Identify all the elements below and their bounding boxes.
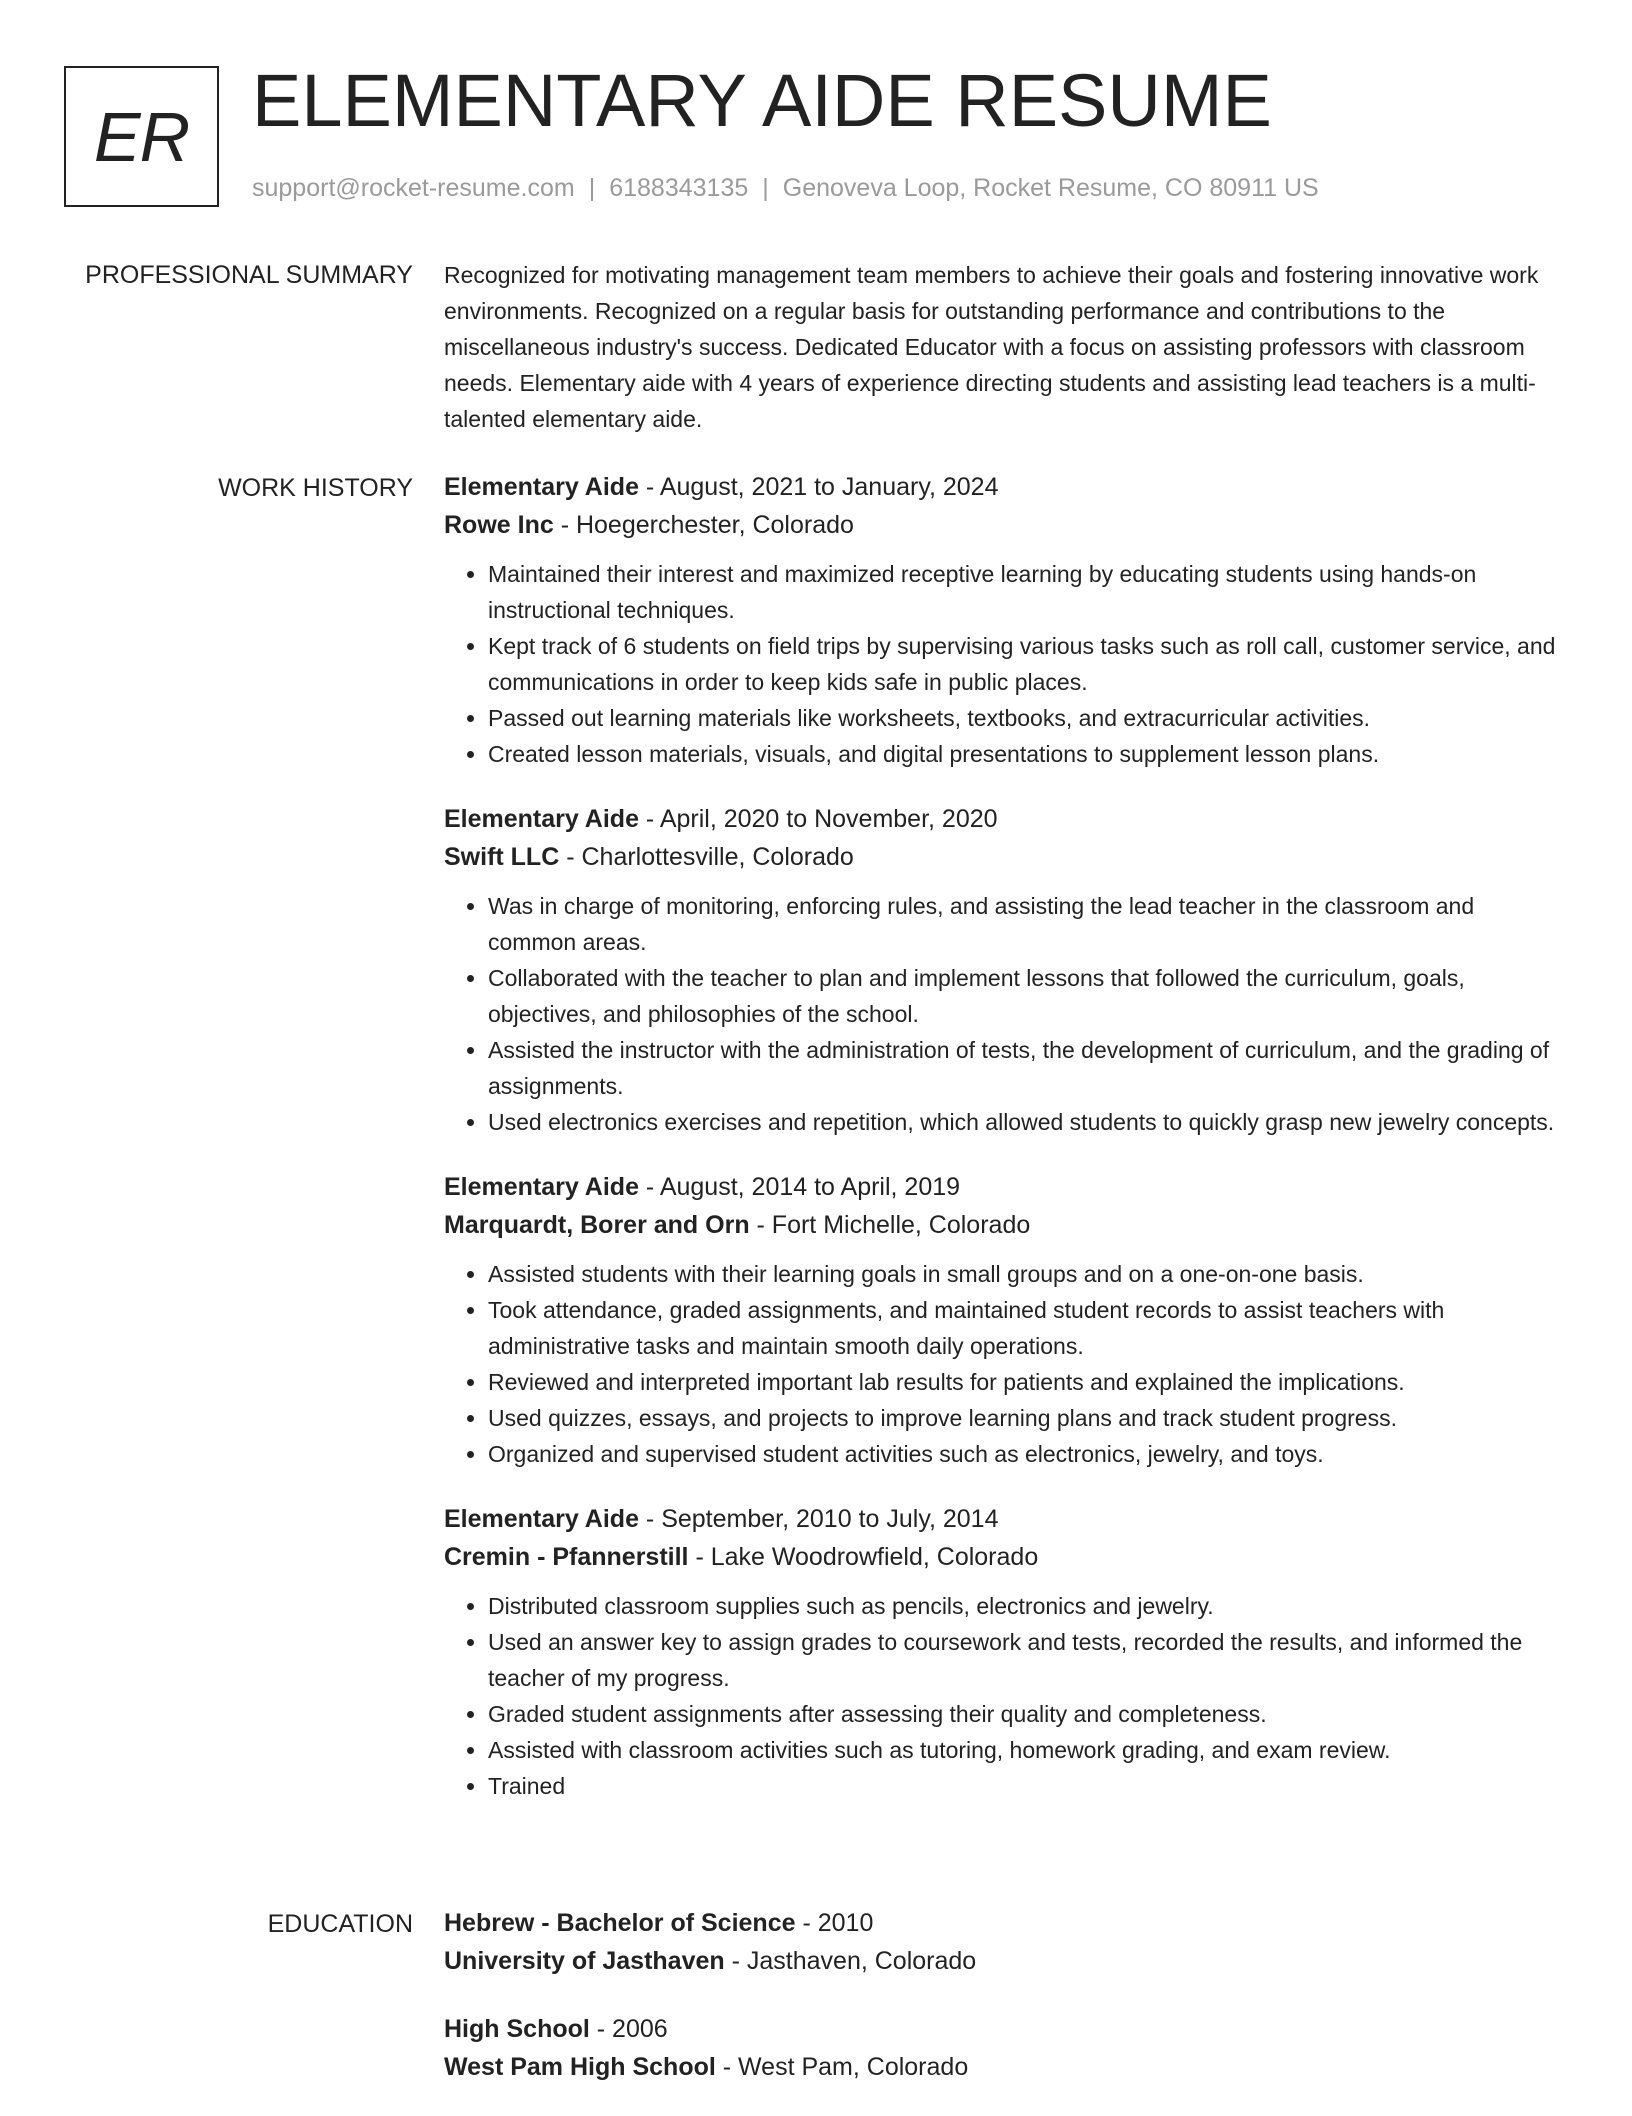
contact-separator: |: [762, 174, 769, 202]
job-company: Marquardt, Borer and Orn: [444, 1211, 750, 1239]
contact-line: [252, 174, 1319, 203]
summary-heading: PROFESSIONAL SUMMARY: [85, 261, 413, 289]
job-company: Swift LLC: [444, 843, 560, 871]
education-degree-line: [444, 2010, 1564, 2048]
work-history-heading: WORK HISTORY: [218, 474, 413, 502]
monogram-logo: [64, 66, 219, 207]
job-location: - Lake Woodrowfield, Colorado: [688, 1543, 1039, 1571]
job-bullet: • Passed out learning materials like worksheets, textbooks, and extracurricular activities.: [488, 700, 1564, 736]
job-title: Elementary Aide: [444, 1173, 639, 1201]
job-entry: [444, 800, 1564, 1140]
job-location: - Fort Michelle, Colorado: [749, 1211, 1031, 1239]
job-bullet: • Distributed classroom supplies such as pencils, electronics and jewelry.: [488, 1588, 1564, 1624]
job-bullet: • Collaborated with the teacher to plan and implement lessons that followed the curriculum, goals, objectives, and philosophies of the school.: [488, 960, 1564, 1032]
job-company-line: [444, 1206, 1564, 1244]
job-bullets: [444, 1256, 1564, 1472]
education-location: - Jasthaven, Colorado: [724, 1947, 977, 1975]
job-dates: - September, 2010 to July, 2014: [638, 1505, 999, 1533]
job-bullet: • Trained: [488, 1768, 1564, 1804]
education-location: - West Pam, Colorado: [715, 2053, 969, 2081]
job-bullet: • Created lesson materials, visuals, and digital presentations to supplement lesson plans.: [488, 736, 1564, 772]
job-bullet: • Took attendance, graded assignments, and maintained student records to assist teachers with administrative tasks and maintain smooth daily operations.: [488, 1292, 1564, 1364]
job-bullet: • Kept track of 6 students on field trips by supervising various tasks such as roll call, customer service, and communications in order to keep kids safe in public places.: [488, 628, 1564, 700]
job-title: Elementary Aide: [444, 1505, 639, 1533]
job-bullet: • Used electronics exercises and repetition, which allowed students to quickly grasp new jewelry concepts.: [488, 1104, 1564, 1140]
education-list: [444, 1904, 1564, 2116]
contact-separator: |: [588, 174, 596, 202]
job-dates: - August, 2021 to January, 2024: [638, 473, 999, 501]
job-bullet: • Used quizzes, essays, and projects to improve learning plans and track student progress.: [488, 1400, 1564, 1436]
job-bullet: • Graded student assignments after assessing their quality and completeness.: [488, 1696, 1564, 1732]
job-company-line: [444, 1538, 1564, 1576]
education-year: - 2006: [589, 2015, 668, 2043]
job-company-line: [444, 506, 1564, 544]
education-degree-line: [444, 1904, 1564, 1942]
job-title: Elementary Aide: [444, 805, 639, 833]
monogram-text: ER: [93, 97, 190, 176]
education-school: West Pam High School: [444, 2053, 716, 2081]
job-bullet: • Reviewed and interpreted important lab results for patients and explained the implications.: [488, 1364, 1564, 1400]
education-degree: High School: [444, 2015, 590, 2043]
jobs-list: [444, 468, 1564, 1832]
contact-phone: 6188343135: [609, 174, 749, 202]
contact-email: support@rocket-resume.com: [252, 174, 575, 202]
job-bullet: • Assisted with classroom activities such as tutoring, homework grading, and exam review.: [488, 1732, 1564, 1768]
job-entry: [444, 1500, 1564, 1804]
job-bullet: • Organized and supervised student activities such as electronics, jewelry, and toys.: [488, 1436, 1564, 1472]
job-location: - Charlottesville, Colorado: [559, 843, 854, 871]
job-title-line: [444, 1168, 1564, 1206]
job-dates: - April, 2020 to November, 2020: [638, 805, 998, 833]
job-bullet: • Was in charge of monitoring, enforcing rules, and assisting the lead teacher in the classroom and common areas.: [488, 888, 1564, 960]
job-bullet: • Assisted students with their learning goals in small groups and on a one-on-one basis.: [488, 1256, 1564, 1292]
job-title-line: [444, 1500, 1564, 1538]
job-dates: - August, 2014 to April, 2019: [638, 1173, 961, 1201]
job-bullets: [444, 888, 1564, 1140]
job-bullet: • Maintained their interest and maximized receptive learning by educating students using hands-on instructional techniques.: [488, 556, 1564, 628]
job-title-line: [444, 468, 1564, 506]
resume-title: ELEMENTARY AIDE RESUME: [252, 59, 1272, 142]
job-title: Elementary Aide: [444, 473, 639, 501]
education-degree: Hebrew - Bachelor of Science: [444, 1909, 796, 1937]
summary-text: Recognized for motivating management team members to achieve their goals and fostering innovative work environments. Recognized on a regular basis for outstanding performance and contributions to the miscellaneous industry's success. Dedicated Educator with a focus on assisting professors with classroom needs. Elementary aide with 4 years of experience directing students and assisting lead teachers is a multi-talented elementary aide.: [444, 262, 1539, 432]
job-company: Cremin - Pfannerstill: [444, 1543, 689, 1571]
education-entry: [444, 2010, 1564, 2086]
education-school-line: [444, 1942, 1564, 1980]
job-entry: [444, 468, 1564, 772]
job-entry: [444, 1168, 1564, 1472]
job-bullet: • Used an answer key to assign grades to coursework and tests, recorded the results, and informed the teacher of my progress.: [488, 1624, 1564, 1696]
education-school-line: [444, 2048, 1564, 2086]
education-year: - 2010: [795, 1909, 874, 1937]
job-company-line: [444, 838, 1564, 876]
job-location: - Hoegerchester, Colorado: [553, 511, 854, 539]
job-company: Rowe Inc: [444, 511, 554, 539]
job-bullets: [444, 556, 1564, 772]
education-entry: [444, 1904, 1564, 1980]
job-title-line: [444, 800, 1564, 838]
contact-address: Genoveva Loop, Rocket Resume, CO 80911 US: [782, 174, 1319, 202]
education-heading: EDUCATION: [267, 1910, 413, 1938]
job-bullet: • Assisted the instructor with the administration of tests, the development of curriculum, and the grading of assignments.: [488, 1032, 1564, 1104]
job-bullets: [444, 1588, 1564, 1804]
education-school: University of Jasthaven: [444, 1947, 725, 1975]
